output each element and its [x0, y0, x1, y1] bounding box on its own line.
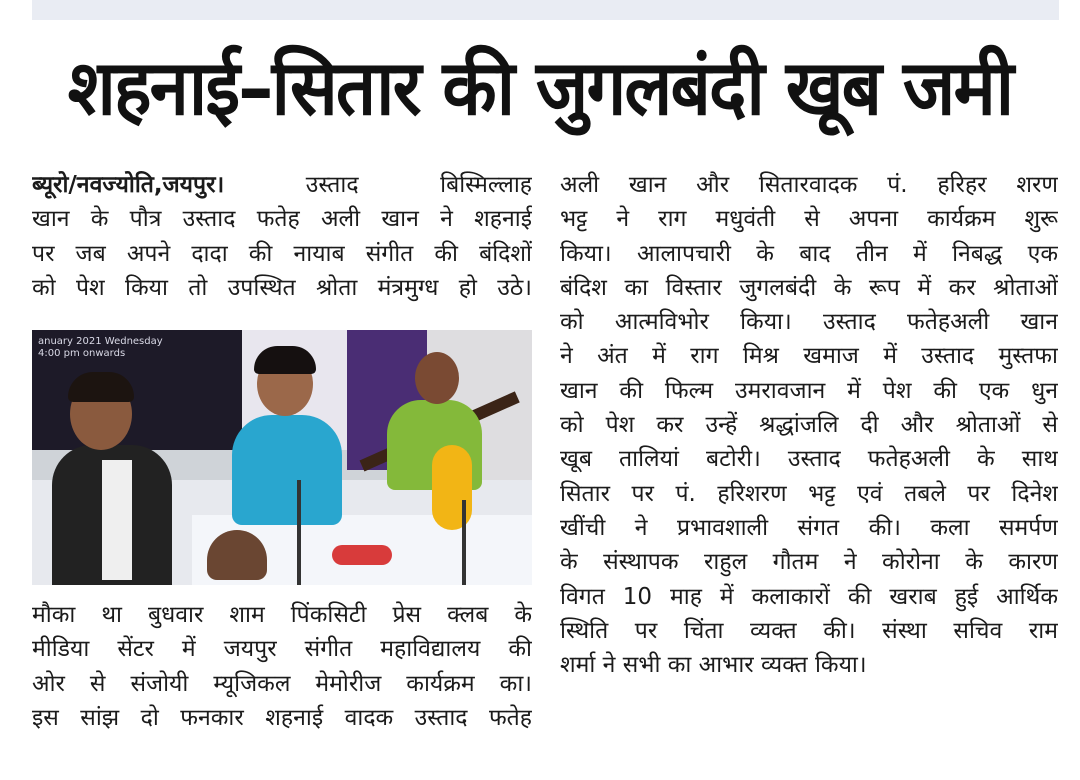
dateline: ब्यूरो/नवज्योति,जयपुर। — [32, 172, 225, 198]
text-line-7: ओर से संजोयी म्यूजिकल मेमोरीज कार्यक्रम का। — [32, 670, 532, 697]
marigold-garland — [432, 445, 472, 530]
headline: शहनाई–सितार की जुगलबंदी खूब जमी — [67, 43, 1013, 132]
tabla-player-shirt — [102, 460, 132, 580]
shehnai-player — [232, 415, 342, 525]
text-line: के संस्थापक राहुल गौतम ने कोरोना के कारण — [560, 549, 1058, 576]
red-cloth — [332, 545, 392, 565]
text-line: स्थिति पर चिंता व्यक्त की। संस्था सचिव राम — [560, 617, 1058, 644]
text-line: किया। आलापचारी के बाद तीन में निबद्ध एक — [560, 240, 1058, 267]
mic-stand — [462, 500, 466, 585]
text-line-6: मीडिया सेंटर में जयपुर संगीत महाविद्यालय की — [32, 636, 532, 663]
article-column-left-top — [32, 168, 532, 305]
text-line: शर्मा ने सभी का आभार व्यक्त किया। — [560, 652, 867, 679]
text-line: सितार पर पं. हरिशरण भट्ट एवं तबले पर दिनेश — [560, 480, 1058, 507]
text-line: खान की फिल्म उमरावजान में पेश की एक धुन — [560, 377, 1058, 404]
shehnai-player-hair — [254, 346, 316, 374]
mic-stand — [297, 480, 301, 585]
text-line: विगत 10 माह में कलाकारों की खराब हुई आर्थिक — [560, 583, 1058, 610]
text-line-8: इस सांझ दो फनकार शहनाई वादक उस्ताद फतेह — [32, 704, 532, 731]
top-color-band — [32, 0, 1059, 20]
concert-photo — [32, 330, 532, 585]
text-line: बंदिश का विस्तार जुगलबंदी के रूप में कर श्रोताओं — [560, 274, 1058, 301]
article-column-right — [560, 168, 1058, 682]
text-line-3: पर जब अपने दादा की नायाब संगीत की बंदिशों — [32, 240, 532, 267]
text-line: को पेश कर उन्हें श्रद्धांजलि दी और श्रोताओं से — [560, 412, 1058, 439]
text-line-5: मौका था बुधवार शाम पिंकसिटी प्रेस क्लब के — [32, 602, 532, 628]
sitar-player-head — [415, 352, 459, 404]
text-line: खींची ने प्रभावशाली संगत की। कला समर्पण — [560, 514, 1058, 541]
text-line: भट्ट ने राग मधुवंती से अपना कार्यक्रम शुरू — [560, 206, 1058, 233]
banner-text: anuary 2021 Wednesday 4:00 pm onwards — [38, 336, 163, 359]
article-column-left-bottom — [32, 598, 532, 735]
text-line: खूब तालियां बटोरी। उस्ताद फतेहअली के साथ — [560, 446, 1058, 473]
text-line-4: को पेश किया तो उपस्थित श्रोता मंत्रमुग्ध हो उठे। — [32, 274, 532, 301]
text-line: ने अंत में राग मिश्र खमाज में उस्ताद मुस्तफा — [560, 343, 1058, 370]
tabla-player-hair — [68, 372, 134, 402]
text-line: अली खान और सितारवादक पं. हरिहर शरण — [560, 172, 1058, 198]
text-line-2: खान के पौत्र उस्ताद फतेह अली खान ने शहनाई — [32, 206, 532, 233]
text-line: को आत्मविभोर किया। उस्ताद फतेहअली खान — [560, 309, 1058, 336]
text-line-1: ब्यूरो/नवज्योति,जयपुर। उस्ताद बिस्मिल्लाह — [32, 172, 532, 198]
event-banner — [32, 330, 242, 450]
